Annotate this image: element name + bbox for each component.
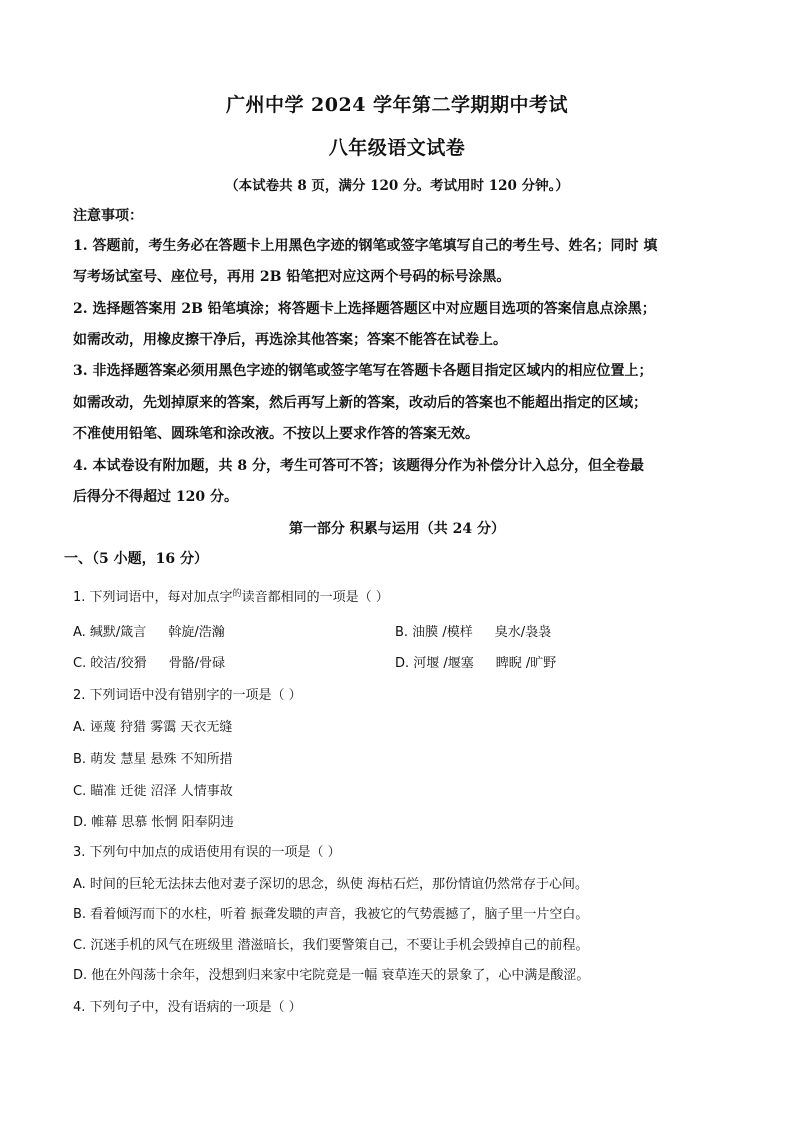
notice-line: 不准使用铅笔、圆珠笔和涂改液。不按以上要求作答的答案无效。 (73, 426, 479, 442)
section-title: 第一部分 积累与运用（共 24 分） (288, 521, 506, 537)
question-1-option-c: C. 皎洁/狡猾 骨骼/骨碌 (73, 656, 226, 671)
question-2-option-d: D. 帷幕 思慕 怅惘 阳奉阴违 (73, 815, 234, 830)
question-4-stem: 4. 下列句子中，没有语病的一项是（ ） (73, 1000, 302, 1015)
notice-line: 1. 答题前，考生务必在答题卡上用黑色字迹的钢笔或签字笔填写自己的考生号、姓名；同时 填 (73, 238, 658, 254)
notice-line: 4. 本试卷设有附加题，共 8 分，考生可答可不答；该题得分作为补偿分计入总分，但全卷最 (73, 458, 644, 474)
question-3-option-a: A. 时间的巨轮无法抹去他对妻子深切的思念，纵使 海枯石烂，那份情谊仍然常存于心间。 (73, 877, 589, 892)
question-3-option-b: B. 看着倾泻而下的水柱，听着 振聋发聩的声音，我被它的气势震撼了，脑子里一片空白。 (73, 907, 589, 922)
notice-line: 后得分不得超过 120 分。 (73, 489, 238, 505)
question-1-option-d: D. 河堰 /堰塞 睥睨 /旷野 (395, 656, 557, 671)
notice-line: 如需改动，先划掉原来的答案，然后再写上新的答案，改动后的答案也不能超出指定的区域； (73, 395, 647, 411)
question-3-stem: 3. 下列句中加点的成语使用有误的一项是（ ） (73, 845, 341, 860)
question-2-option-a: A. 诬蔑 狩猎 雾霭 天衣无缝 (73, 720, 233, 735)
notice-line: 2. 选择题答案用 2B 铅笔填涂；将答题卡上选择题答题区中对应题目选项的答案信息点涂黑； (73, 301, 656, 317)
question-3-option-c: C. 沉迷手机的风气在班级里 潜滋暗长，我们要警策自己，不要让手机会毁掉自己的前程。 (73, 938, 589, 953)
question-1-option-b: B. 油膜 /模样 臭水/袅袅 (395, 625, 552, 640)
question-2-stem: 2. 下列词语中没有错别字的一项是（ ） (73, 688, 302, 703)
notice-heading: 注意事项： (73, 208, 143, 224)
question-1-stem: 1. 下列词语中，每对加点字$^的$读音都相同的一项是（ ） (73, 589, 389, 605)
question-2-option-c: C. 瞄准 迁徙 沼泽 人情事故 (73, 784, 233, 799)
exam-title: 广州中学 2024 学年第二学期期中考试 (225, 94, 569, 116)
exam-subject-title: 八年级语文试卷 (328, 137, 466, 159)
notice-line: 如需改动，用橡皮擦干净后，再选涂其他答案；答案不能答在试卷上。 (73, 332, 507, 348)
question-1-option-a: A. 缄默/箴言 斡旋/浩瀚 (73, 625, 225, 640)
notice-line: 3. 非选择题答案必须用黑色字迹的钢笔或签字笔写在答题卡各题目指定区域内的相应位置上； (73, 363, 653, 379)
superscript-text: 的 (232, 589, 242, 599)
notice-line: 写考场试室号、座位号，再用 2B 铅笔把对应这两个号码的标号涂黑。 (73, 269, 511, 285)
question-2-option-b: B. 萌发 慧星 悬殊 不知所措 (73, 752, 233, 767)
question-3-option-d: D. 他在外闯荡十余年，没想到归来家中宅院竟是一幅 衰草连天的景象了，心中满是酸涩。 (73, 968, 590, 983)
exam-info: （本试卷共 8 页，满分 120 分。考试用时 120 分钟。） (225, 178, 569, 194)
part-heading: 一、（5 小题，16 分） (64, 551, 208, 567)
